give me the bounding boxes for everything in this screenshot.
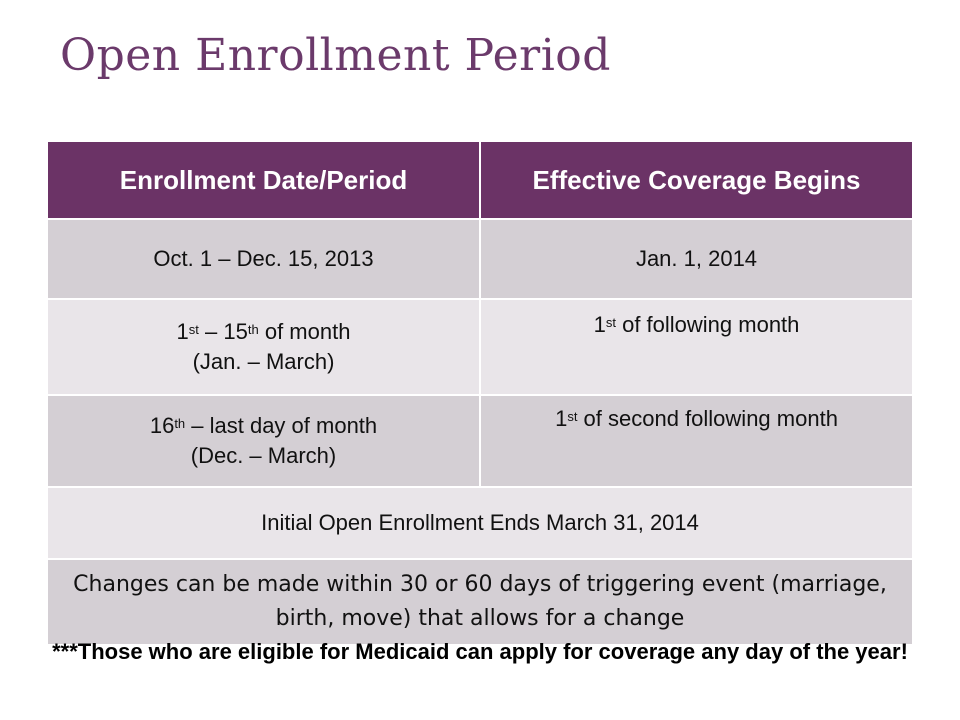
table-header-row <box>48 142 912 219</box>
period-months: (Dec. – March) <box>190 443 337 468</box>
coverage-cell <box>480 395 912 487</box>
ordinal-suffix: th <box>174 416 186 431</box>
table-row <box>48 219 912 299</box>
medicaid-note: ***Those who are eligible for Medicaid can apply for coverage any day of the year! <box>52 639 908 664</box>
day-start: 1 <box>176 319 189 344</box>
period-months: (Jan. – March) <box>192 349 335 374</box>
coverage-day: 1 <box>555 406 568 431</box>
enrollment-end-cell: Initial Open Enrollment Ends March 31, 2014 <box>48 487 912 559</box>
period-text: – last day of month <box>185 413 378 438</box>
table-row <box>48 487 912 559</box>
enrollment-table <box>48 142 912 644</box>
table-row <box>48 299 912 395</box>
coverage-text: of following month <box>615 312 800 337</box>
table-row <box>48 559 912 644</box>
day-end: 15 <box>223 319 248 344</box>
period-text: of month <box>258 319 351 344</box>
dash: – <box>198 319 224 344</box>
coverage-cell: Jan. 1, 2014 <box>480 219 912 299</box>
header-enrollment-period: Enrollment Date/Period <box>48 142 480 219</box>
ordinal-suffix: th <box>247 322 259 337</box>
coverage-text: of second following month <box>577 406 838 431</box>
ordinal-suffix: st <box>188 322 199 337</box>
day-start: 16 <box>149 413 175 438</box>
ordinal-suffix: st <box>605 315 616 330</box>
coverage-cell <box>480 299 912 395</box>
table-row <box>48 395 912 487</box>
coverage-day: 1 <box>593 312 606 337</box>
period-cell <box>48 395 480 487</box>
header-coverage-begins: Effective Coverage Begins <box>480 142 912 219</box>
changes-cell: Changes can be made within 30 or 60 days of triggering event (marriage, birth, move) that allows for a change <box>48 559 912 644</box>
period-cell <box>48 299 480 395</box>
ordinal-suffix: st <box>567 409 578 424</box>
period-cell: Oct. 1 – Dec. 15, 2013 <box>48 219 480 299</box>
page-title: Open Enrollment Period <box>60 30 611 81</box>
